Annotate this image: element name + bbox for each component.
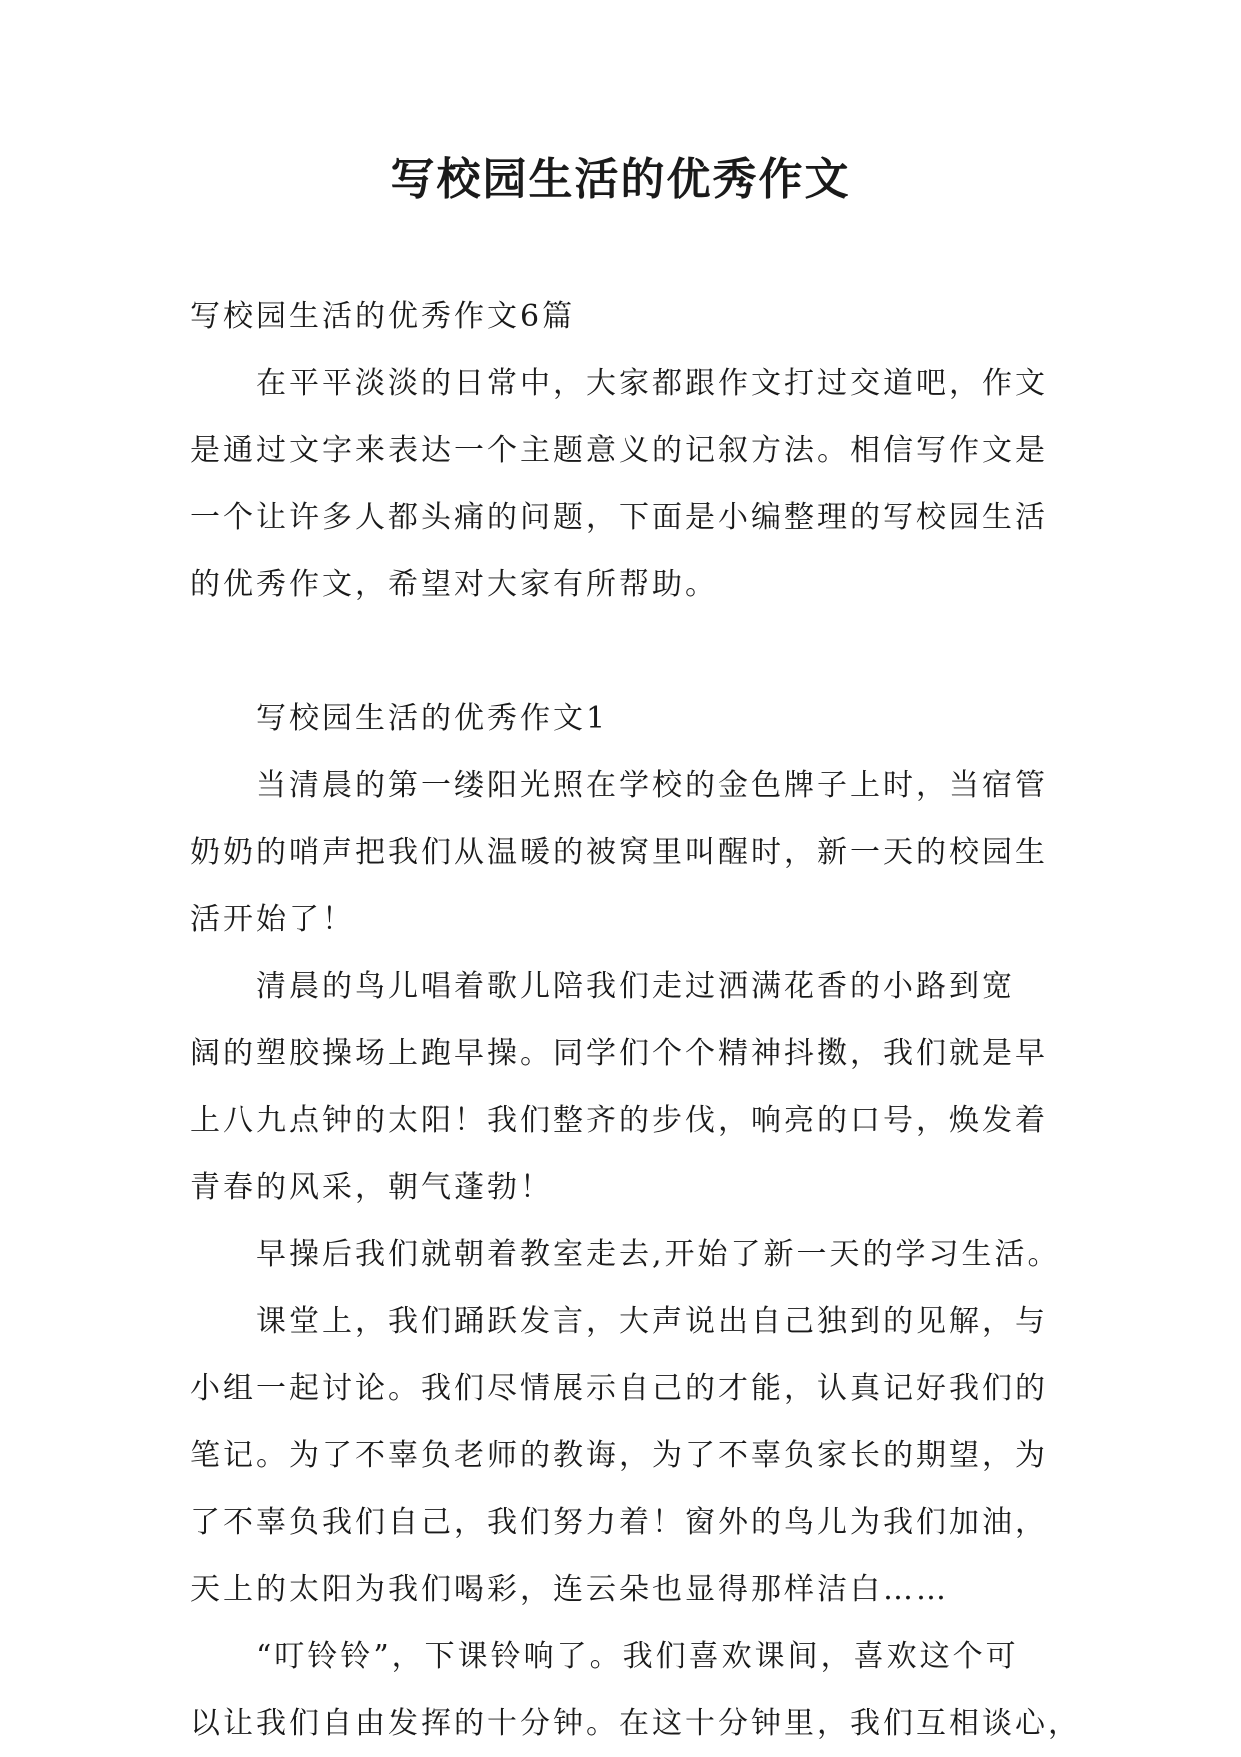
essay-line-4: 清晨的鸟儿唱着歌儿陪我们走过洒满花香的小路到宽 xyxy=(256,969,1015,1004)
intro-line-2: 是通过文字来表达一个主题意义的记叙方法。相信写作文是 xyxy=(190,433,1048,468)
essay-line-7: 青春的风采，朝气蓬勃！ xyxy=(190,1170,553,1205)
essay-line-12: 了不辜负我们自己，我们努力着！窗外的鸟儿为我们加油， xyxy=(190,1505,1048,1540)
paragraph-gap xyxy=(190,618,1060,685)
subtitle-line: 写校园生活的优秀作文6篇 xyxy=(190,299,576,334)
essay-line-8: 早操后我们就朝着教室走去,开始了新一天的学习生活。 xyxy=(256,1237,1061,1272)
intro-line-1: 在平平淡淡的日常中，大家都跟作文打过交道吧，作文 xyxy=(256,366,1048,401)
section-heading-1: 写校园生活的优秀作文1 xyxy=(256,701,609,736)
essay-line-6: 上八九点钟的太阳！我们整齐的步伐，响亮的口号，焕发着 xyxy=(190,1103,1048,1138)
intro-line-3: 一个让许多人都头痛的问题，下面是小编整理的写校园生活 xyxy=(190,500,1048,535)
essay-line-11: 笔记。为了不辜负老师的教诲，为了不辜负家长的期望，为 xyxy=(190,1438,1048,1473)
intro-line-4: 的优秀作文，希望对大家有所帮助。 xyxy=(190,567,718,602)
document-title: 写校园生活的优秀作文 xyxy=(390,154,851,205)
essay-line-5: 阔的塑胶操场上跑早操。同学们个个精神抖擞，我们就是早 xyxy=(190,1036,1048,1071)
essay-line-1: 当清晨的第一缕阳光照在学校的金色牌子上时，当宿管 xyxy=(256,768,1048,803)
document-body xyxy=(190,283,1081,1757)
essay-line-15: 以让我们自由发挥的十分钟。在这十分钟里，我们互相谈心， xyxy=(190,1706,1081,1741)
essay-line-10: 小组一起讨论。我们尽情展示自己的才能，认真记好我们的 xyxy=(190,1371,1048,1406)
essay-line-3: 活开始了！ xyxy=(190,902,355,937)
essay-line-14: “叮铃铃”，下课铃响了。我们喜欢课间，喜欢这个可 xyxy=(256,1639,1019,1674)
essay-line-9: 课堂上，我们踊跃发言，大声说出自己独到的见解，与 xyxy=(256,1304,1048,1339)
essay-line-2: 奶奶的哨声把我们从温暖的被窝里叫醒时，新一天的校园生 xyxy=(190,835,1048,870)
essay-line-13: 天上的太阳为我们喝彩，连云朵也显得那样洁白…… xyxy=(190,1572,949,1607)
